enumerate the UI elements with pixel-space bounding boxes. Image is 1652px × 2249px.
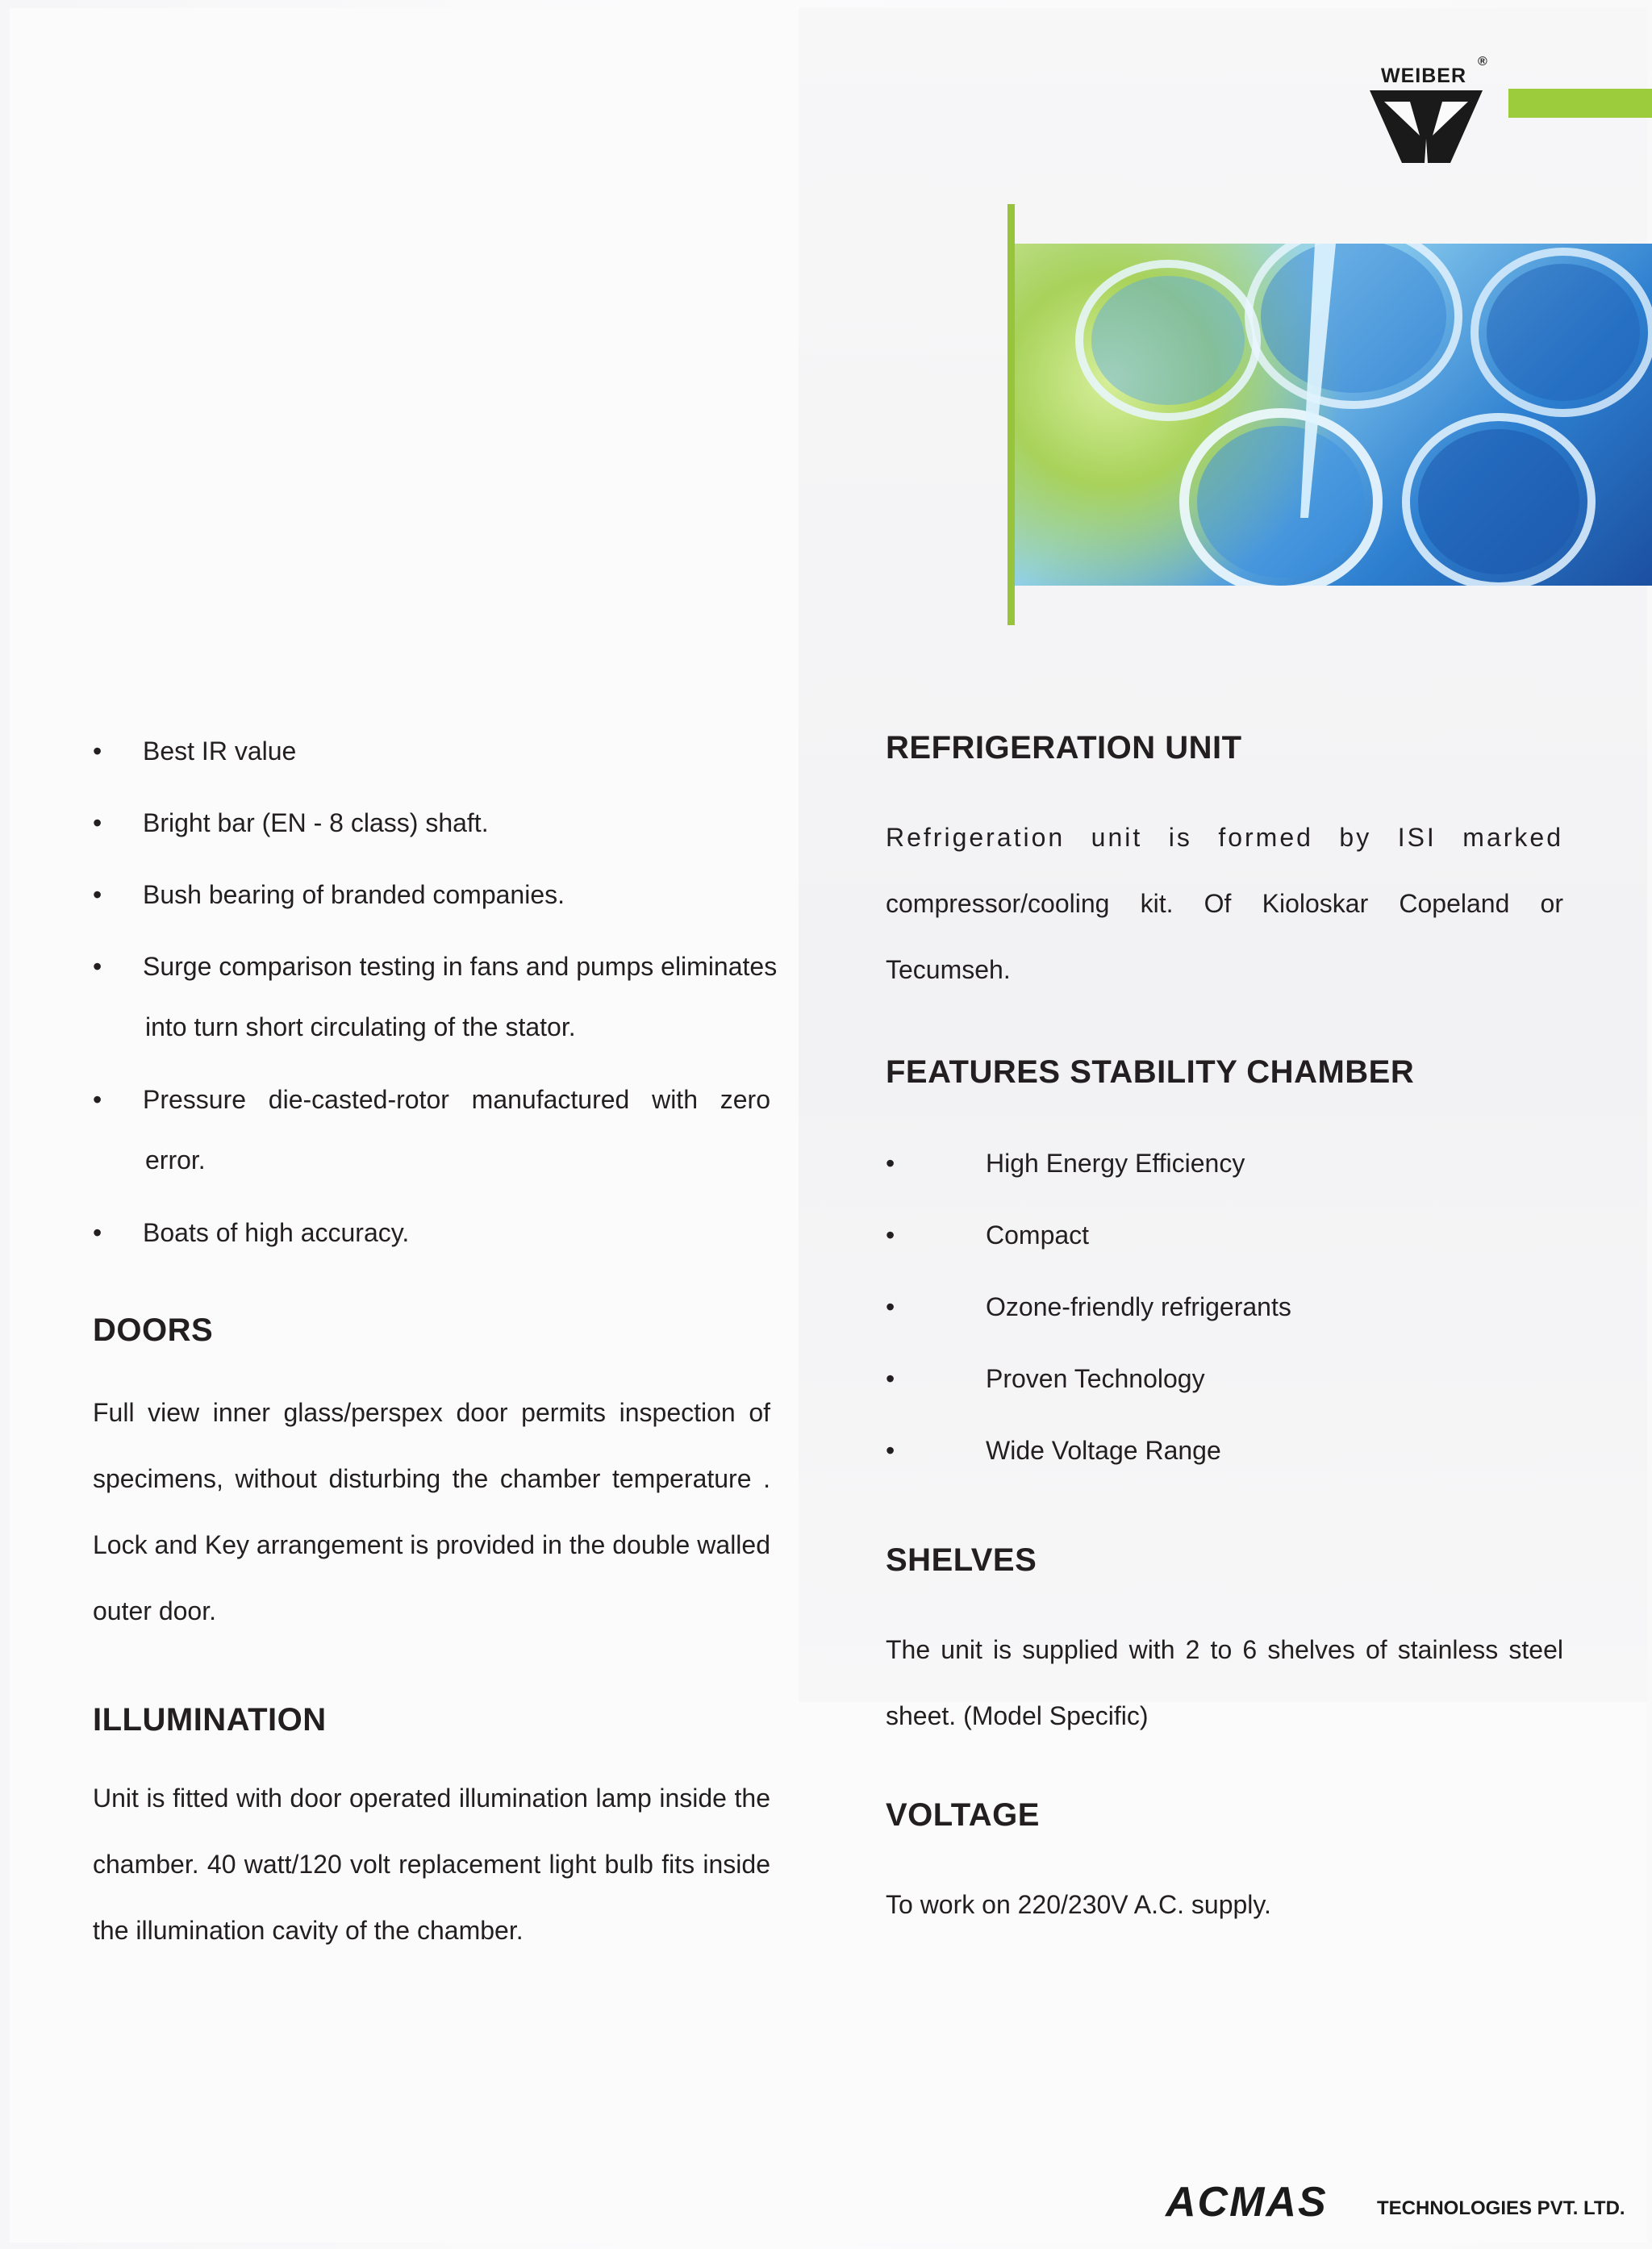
list-item-text: Compact <box>986 1220 1090 1250</box>
lab-glassware-photo <box>1015 244 1652 586</box>
list-item-text: High Energy Efficiency <box>986 1149 1245 1178</box>
doors-paragraph <box>93 1379 770 1644</box>
list-item-continuation: error. <box>145 1145 206 1175</box>
paragraph-line: chamber. 40 watt/120 volt replacement light bulb fits inside <box>93 1850 770 1879</box>
bullet-icon: • <box>93 1218 102 1247</box>
refrigeration-paragraph <box>886 804 1563 1003</box>
photo-accent-bar <box>1007 204 1015 625</box>
footer-subtitle: TECHNOLOGIES PVT. LTD. <box>1377 2197 1625 2219</box>
bullet-icon: • <box>93 1085 102 1114</box>
refrigeration-heading: REFRIGERATION UNIT <box>886 730 1242 766</box>
list-item-text: Proven Technology <box>986 1364 1205 1393</box>
bullet-icon: • <box>886 1364 895 1393</box>
glassware-illustration <box>1015 244 1652 586</box>
weiber-logo <box>1363 55 1492 168</box>
illumination-heading: ILLUMINATION <box>93 1702 327 1738</box>
header-accent-bar <box>1508 89 1652 118</box>
list-item-text: Wide Voltage Range <box>986 1436 1221 1465</box>
paragraph-line: Lock and Key arrangement is provided in the double walled <box>93 1530 770 1559</box>
paragraph-line: Refrigeration unit is formed by ISI marked <box>886 823 1563 852</box>
paragraph-line: To work on 220/230V A.C. supply. <box>886 1890 1271 1919</box>
bullet-icon: • <box>886 1292 895 1321</box>
paragraph-line: specimens, without disturbing the chamber temperature . <box>93 1464 770 1493</box>
paragraph-line: Full view inner glass/perspex door permits inspection of <box>93 1398 770 1427</box>
shelves-heading: SHELVES <box>886 1542 1037 1578</box>
footer-brand: ACMAS <box>1166 2179 1328 2226</box>
shelves-paragraph <box>886 1617 1563 1749</box>
bullet-icon: • <box>93 736 102 766</box>
list-item-text: Ozone-friendly refrigerants <box>986 1292 1291 1321</box>
bullet-icon: • <box>886 1149 895 1178</box>
bullet-icon: • <box>93 952 102 981</box>
w-mark-icon <box>1370 90 1483 171</box>
voltage-paragraph <box>886 1871 1563 1938</box>
paragraph-line: The unit is supplied with 2 to 6 shelves of stainless steel <box>886 1635 1563 1664</box>
bullet-icon: • <box>886 1220 895 1250</box>
voltage-heading: VOLTAGE <box>886 1797 1040 1833</box>
logo-name: WEIBER <box>1381 65 1466 87</box>
bullet-icon: • <box>93 880 102 909</box>
paragraph-line: Unit is fitted with door operated illumination lamp inside the <box>93 1784 770 1813</box>
list-item-text: Bright bar (EN - 8 class) shaft. <box>143 808 489 837</box>
paragraph-line: the illumination cavity of the chamber. <box>93 1916 524 1945</box>
bullet-icon: • <box>886 1436 895 1465</box>
registered-mark: ® <box>1478 55 1487 69</box>
list-item-text: Pressure die-casted-rotor manufactured with zero <box>143 1085 770 1114</box>
doors-heading: DOORS <box>93 1312 214 1348</box>
list-item-text: Bush bearing of branded companies. <box>143 880 565 909</box>
paragraph-line: outer door. <box>93 1596 216 1625</box>
list-item-text: Surge comparison testing in fans and pumps eliminates <box>143 952 778 981</box>
features-heading: FEATURES STABILITY CHAMBER <box>886 1054 1415 1090</box>
paragraph-line: compressor/cooling kit. Of Kioloskar Copeland or <box>886 889 1563 918</box>
list-item-continuation: into turn short circulating of the stator. <box>145 1012 576 1041</box>
list-item-text: Boats of high accuracy. <box>143 1218 410 1247</box>
paragraph-line: Tecumseh. <box>886 955 1011 984</box>
paragraph-line: sheet. (Model Specific) <box>886 1701 1149 1730</box>
illumination-paragraph <box>93 1765 770 1963</box>
list-item-text: Best IR value <box>143 736 297 766</box>
bullet-icon: • <box>93 808 102 837</box>
